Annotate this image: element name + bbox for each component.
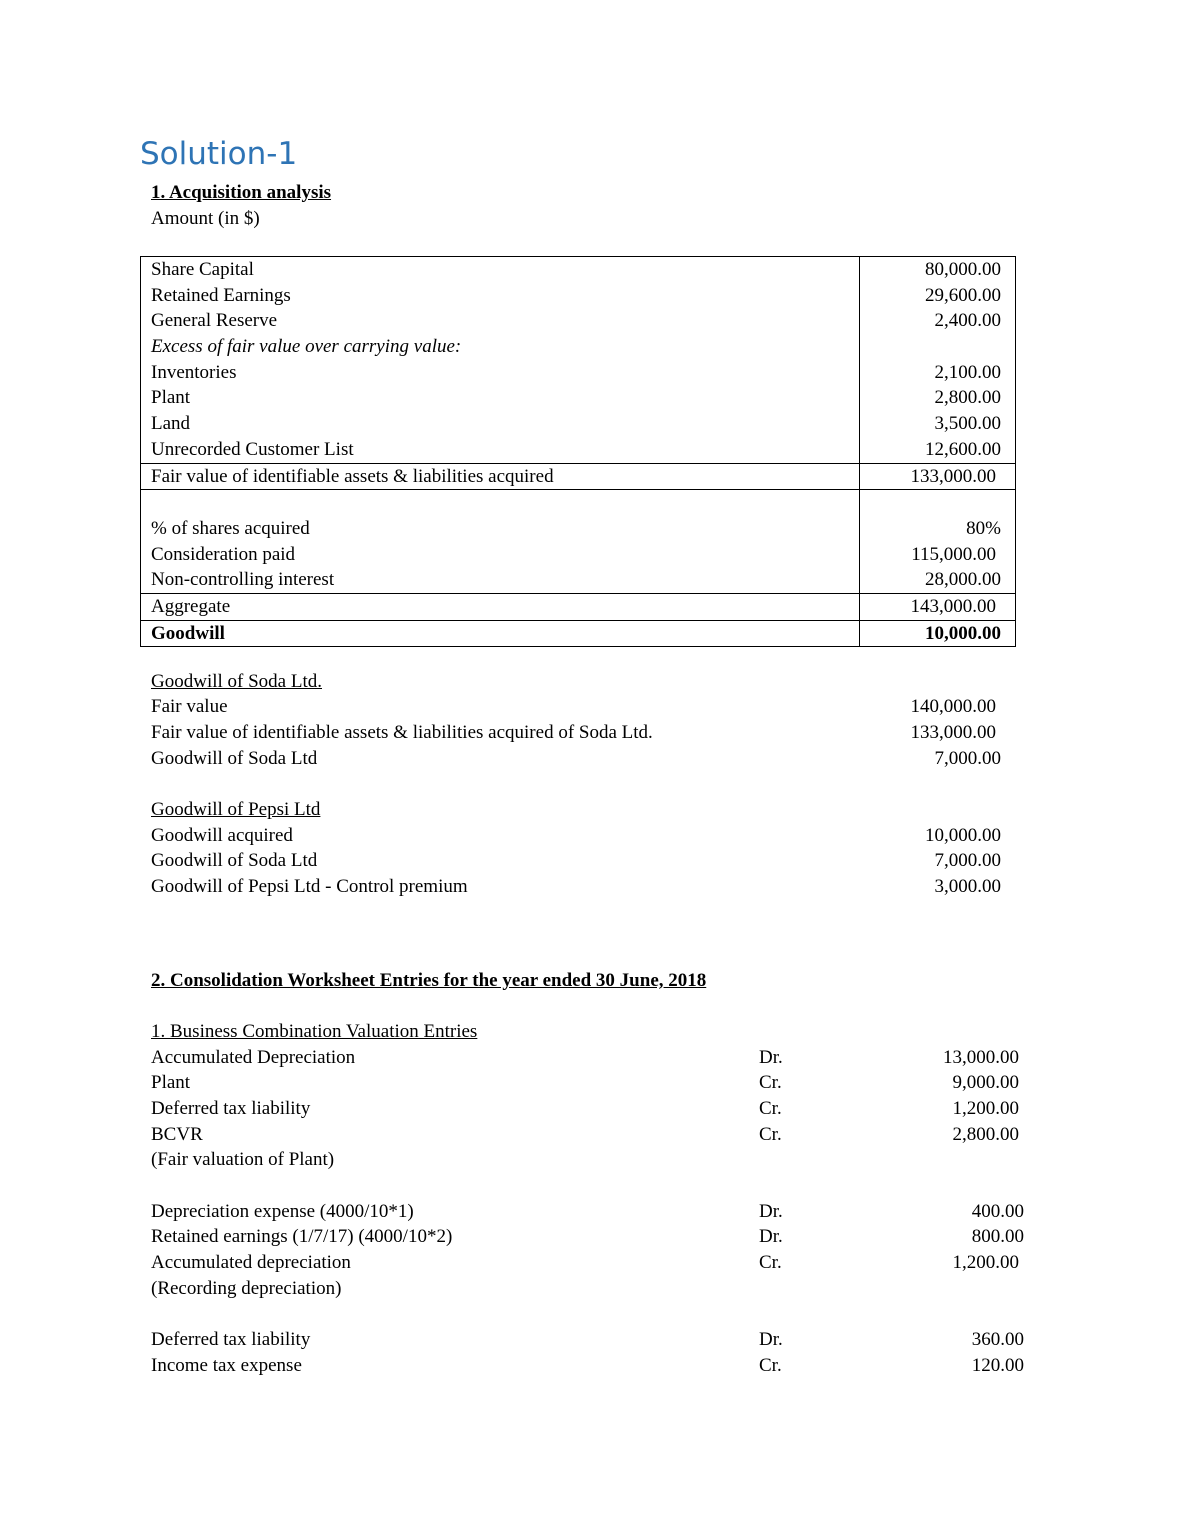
worksheet-heading: 2. Consolidation Worksheet Entries for the year ended 30 June, 2018 [151,970,707,991]
table-row [141,437,1015,463]
row-label: Aggregate [151,595,231,617]
entry-label: Plant [151,1072,191,1093]
row-value: 29,600.00 [925,284,1001,306]
entry-side: Cr. [759,1072,782,1093]
table-row [141,308,1015,334]
entry-side: Cr. [759,1252,782,1273]
table-row-aggregate [141,593,1015,620]
row-label: Plant [151,387,191,409]
table-row-goodwill [141,620,1015,647]
entry-value: 13,000.00 [943,1047,1019,1068]
table-row [141,411,1015,437]
entry-label: Deferred tax liability [151,1329,311,1350]
table-row [141,542,1015,568]
acquisition-heading: 1. Acquisition analysis [151,182,332,203]
list-item-value: 10,000.00 [925,825,1001,846]
row-label: Goodwill [151,622,225,644]
list-item-label: Fair value [151,696,228,717]
list-item-label: Fair value of identifiable assets & liabilities acquired of Soda Ltd. [151,722,653,743]
row-label: Fair value of identifiable assets & liabilities acquired [151,465,554,487]
entry-label: Accumulated Depreciation [151,1047,356,1068]
row-label: Consideration paid [151,543,296,565]
table-row [141,567,1015,593]
worksheet-subheading: 1. Business Combination Valuation Entries [151,1021,478,1042]
entry-label: Income tax expense [151,1355,302,1376]
list-item-label: Goodwill acquired [151,825,293,846]
table-row [141,334,1015,360]
list-item-value: 140,000.00 [910,696,996,717]
entry-note: (Recording depreciation) [151,1278,342,1299]
row-value: 10,000.00 [925,622,1001,644]
entry-value: 120.00 [971,1355,1024,1376]
entry-value: 800.00 [971,1226,1024,1247]
goodwill-pepsi-heading: Goodwill of Pepsi Ltd [151,799,321,820]
entry-side: Dr. [759,1329,783,1350]
entry-label: BCVR [151,1124,203,1145]
entry-side: Cr. [759,1355,782,1376]
row-label: Unrecorded Customer List [151,438,354,460]
unit-label: Amount (in $) [151,208,260,229]
list-item-label: Goodwill of Soda Ltd [151,850,318,871]
row-value: 80% [966,517,1001,539]
entry-side: Cr. [759,1124,782,1145]
entry-side: Dr. [759,1201,783,1222]
row-label: Retained Earnings [151,284,291,306]
row-label: General Reserve [151,310,278,332]
entry-side: Dr. [759,1047,783,1068]
row-value: 80,000.00 [925,259,1001,280]
entry-label: Accumulated depreciation [151,1252,351,1273]
row-value: 2,400.00 [934,310,1001,332]
table-row [141,283,1015,309]
entry-value: 1,200.00 [952,1098,1019,1119]
entry-side: Cr. [759,1098,782,1119]
table-row [141,385,1015,411]
row-label: Land [151,413,191,435]
list-item-value: 3,000.00 [934,876,1001,897]
entry-value: 2,800.00 [952,1124,1019,1145]
row-value: 2,800.00 [934,387,1001,409]
goodwill-soda-heading: Goodwill of Soda Ltd. [151,671,322,692]
entry-label: Depreciation expense (4000/10*1) [151,1201,414,1222]
row-label: Inventories [151,361,237,383]
entry-label: Retained earnings (1/7/17) (4000/10*2) [151,1226,453,1247]
row-value: 28,000.00 [925,569,1001,591]
row-label: % of shares acquired [151,517,310,539]
entry-value: 400.00 [971,1201,1024,1222]
table-row [141,516,1015,542]
table-row [141,257,1015,283]
row-value: 3,500.00 [934,413,1001,435]
acquisition-table [140,256,1016,647]
row-label: Share Capital [151,259,254,280]
list-item-value: 133,000.00 [910,722,996,743]
table-row [141,360,1015,386]
row-value: 115,000.00 [911,543,996,565]
row-label: Excess of fair value over carrying value: [151,336,462,358]
list-item-label: Goodwill of Soda Ltd [151,748,318,769]
list-item-value: 7,000.00 [934,850,1001,871]
row-label: Non-controlling interest [151,569,335,591]
list-item-label: Goodwill of Pepsi Ltd - Control premium [151,876,468,897]
entry-value: 360.00 [971,1329,1024,1350]
entry-note: (Fair valuation of Plant) [151,1149,335,1170]
row-value: 12,600.00 [925,438,1001,460]
entry-value: 9,000.00 [952,1072,1019,1093]
list-item-value: 7,000.00 [934,748,1001,769]
table-row-empty [141,489,1015,516]
table-row-total [141,463,1015,490]
row-value: 143,000.00 [910,595,996,617]
entry-side: Dr. [759,1226,783,1247]
entry-value: 1,200.00 [952,1252,1019,1273]
page-title: Solution-1 [140,136,298,172]
row-value: 2,100.00 [934,361,1001,383]
entry-label: Deferred tax liability [151,1098,311,1119]
row-value: 133,000.00 [910,465,996,487]
